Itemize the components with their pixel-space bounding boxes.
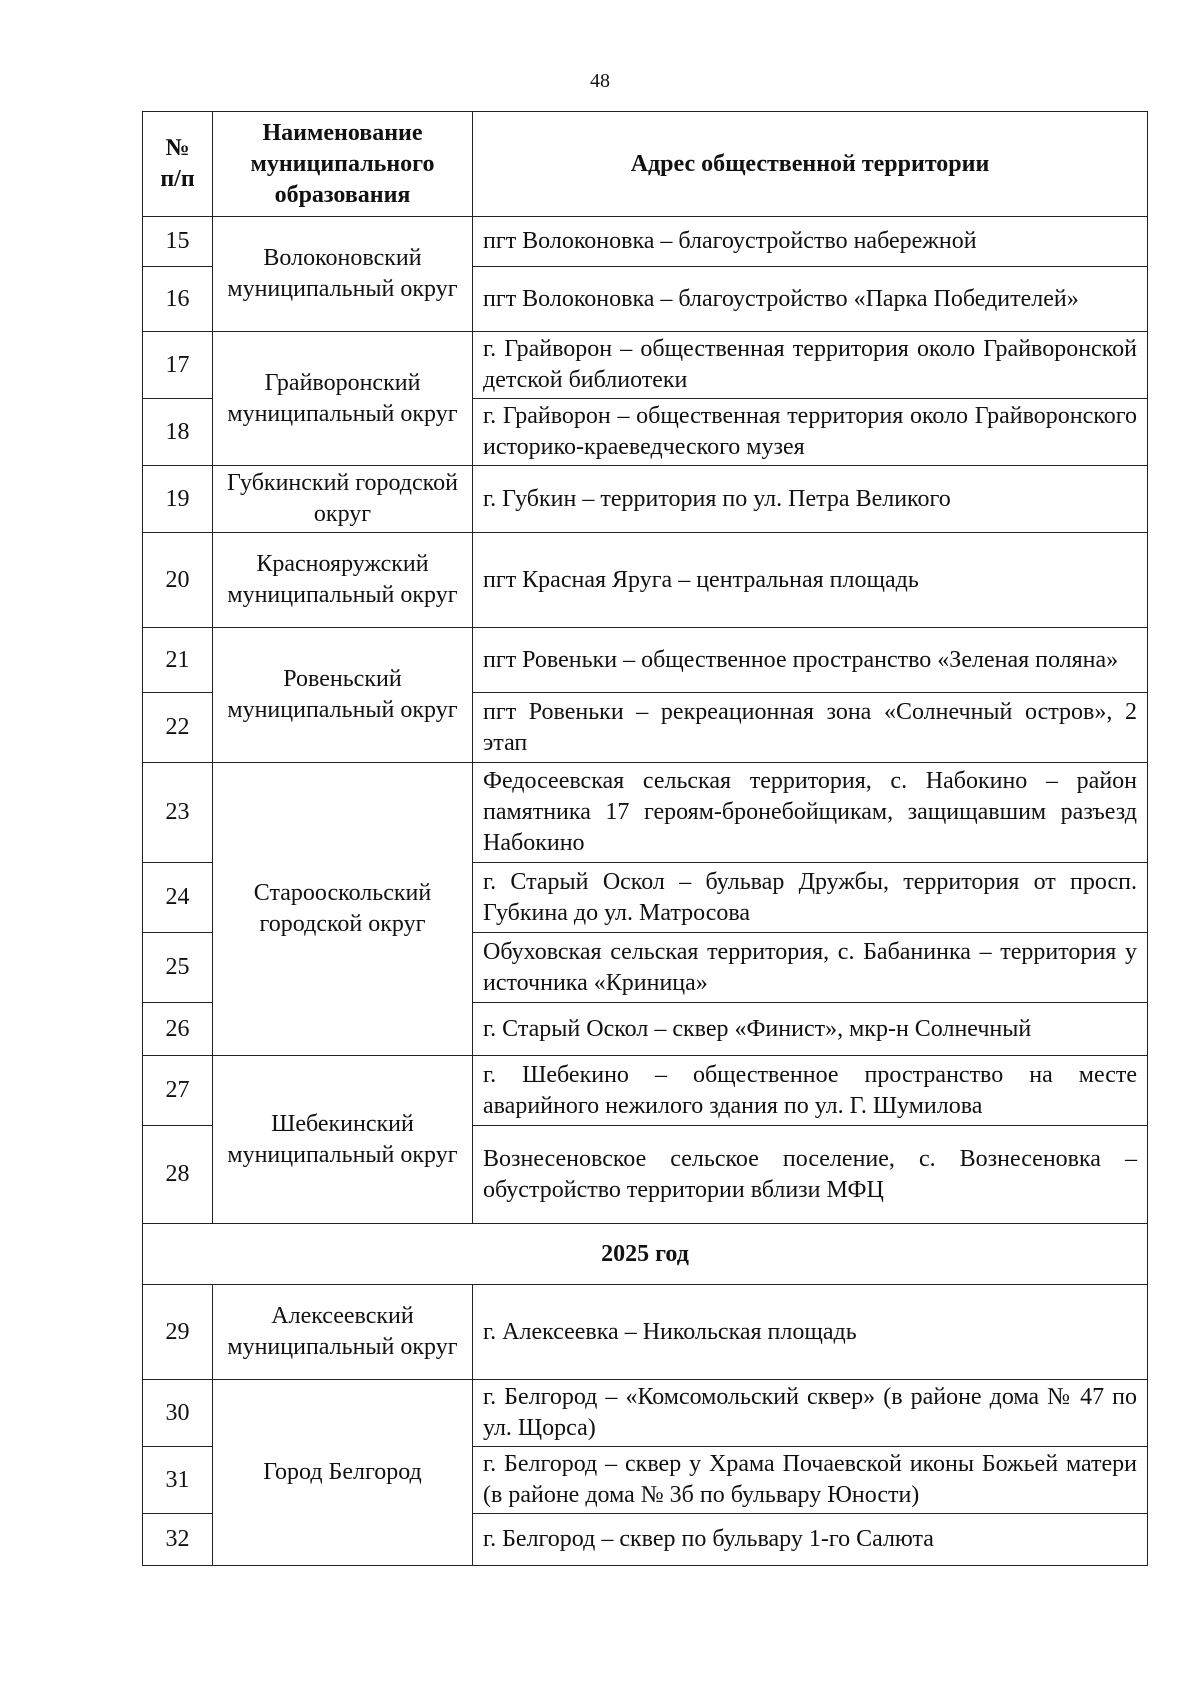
address-cell: г. Грайворон – общественная территория около Грайворонской детской библиотеки — [473, 332, 1148, 399]
address-cell: г. Старый Оскол – сквер «Финист», мкр-н Солнечный — [473, 1003, 1148, 1056]
address-cell: пгт Красная Яруга – центральная площадь — [473, 533, 1148, 628]
address-cell: пгт Ровеньки – рекреационная зона «Солнечный остров», 2 этап — [473, 693, 1148, 763]
municipality-cell: Краснояружский муниципальный округ — [213, 533, 473, 628]
row-number: 29 — [143, 1285, 213, 1380]
municipality-cell: Шебекинский муниципальный округ — [213, 1056, 473, 1224]
table-row — [143, 466, 1148, 533]
municipality-cell: Волоконовский муниципальный округ — [213, 217, 473, 332]
header-municipality: Наименование муниципального образования — [213, 112, 473, 217]
address-cell: пгт Волоконовка – благоустройство набережной — [473, 217, 1148, 267]
address-cell: г. Старый Оскол – бульвар Дружбы, территория от просп. Губкина до ул. Матросова — [473, 863, 1148, 933]
table-row — [143, 1285, 1148, 1380]
row-number: 20 — [143, 533, 213, 628]
municipality-cell: Старооскольский городской округ — [213, 763, 473, 1056]
municipality-cell: Алексеевский муниципальный округ — [213, 1285, 473, 1380]
address-cell: г. Белгород – сквер у Храма Почаевской иконы Божьей матери (в районе дома № 3б по бульвару Юности) — [473, 1447, 1148, 1514]
address-cell: пгт Волоконовка – благоустройство «Парка Победителей» — [473, 267, 1148, 332]
row-number: 28 — [143, 1126, 213, 1224]
row-number: 15 — [143, 217, 213, 267]
address-cell: Обуховская сельская территория, с. Бабанинка – территория у источника «Криница» — [473, 933, 1148, 1003]
row-number: 21 — [143, 628, 213, 693]
territories-table — [142, 111, 1148, 1566]
row-number: 30 — [143, 1380, 213, 1447]
row-number: 27 — [143, 1056, 213, 1126]
row-number: 24 — [143, 863, 213, 933]
row-number: 32 — [143, 1514, 213, 1566]
address-cell: Федосеевская сельская территория, с. Набокино – район памятника 17 героям-бронебойщикам, защищавшим разъезд Набокино — [473, 763, 1148, 863]
row-number: 25 — [143, 933, 213, 1003]
table-row — [143, 628, 1148, 693]
header-num: № п/п — [143, 112, 213, 217]
table-row — [143, 533, 1148, 628]
row-number: 17 — [143, 332, 213, 399]
table-row — [143, 217, 1148, 267]
row-number: 19 — [143, 466, 213, 533]
municipality-cell: Город Белгород — [213, 1380, 473, 1566]
address-cell: г. Губкин – территория по ул. Петра Великого — [473, 466, 1148, 533]
page-number: 48 — [590, 70, 610, 92]
row-number: 23 — [143, 763, 213, 863]
municipality-cell: Ровеньский муниципальный округ — [213, 628, 473, 763]
table-header-row — [143, 112, 1148, 217]
table-row — [143, 1056, 1148, 1126]
row-number: 31 — [143, 1447, 213, 1514]
table-row — [143, 1380, 1148, 1447]
address-cell: г. Шебекино – общественное пространство на месте аварийного нежилого здания по ул. Г. Шумилова — [473, 1056, 1148, 1126]
row-number: 26 — [143, 1003, 213, 1056]
address-cell: г. Грайворон – общественная территория около Грайворонского историко-краеведческого музея — [473, 399, 1148, 466]
municipality-cell: Грайворонский муниципальный округ — [213, 332, 473, 466]
row-number: 16 — [143, 267, 213, 332]
address-cell: пгт Ровеньки – общественное пространство «Зеленая поляна» — [473, 628, 1148, 693]
municipality-cell: Губкинский городской округ — [213, 466, 473, 533]
table-row — [143, 332, 1148, 399]
address-cell: г. Алексеевка – Никольская площадь — [473, 1285, 1148, 1380]
address-cell: г. Белгород – сквер по бульвару 1-го Салюта — [473, 1514, 1148, 1566]
row-number: 18 — [143, 399, 213, 466]
address-cell: Вознесеновское сельское поселение, с. Вознесеновка – обустройство территории вблизи МФЦ — [473, 1126, 1148, 1224]
row-number: 22 — [143, 693, 213, 763]
address-cell: г. Белгород – «Комсомольский сквер» (в районе дома № 47 по ул. Щорса) — [473, 1380, 1148, 1447]
year-section-row — [143, 1224, 1148, 1285]
table-row — [143, 763, 1148, 863]
year-section-heading: 2025 год — [143, 1224, 1148, 1285]
header-address: Адрес общественной территории — [473, 112, 1148, 217]
